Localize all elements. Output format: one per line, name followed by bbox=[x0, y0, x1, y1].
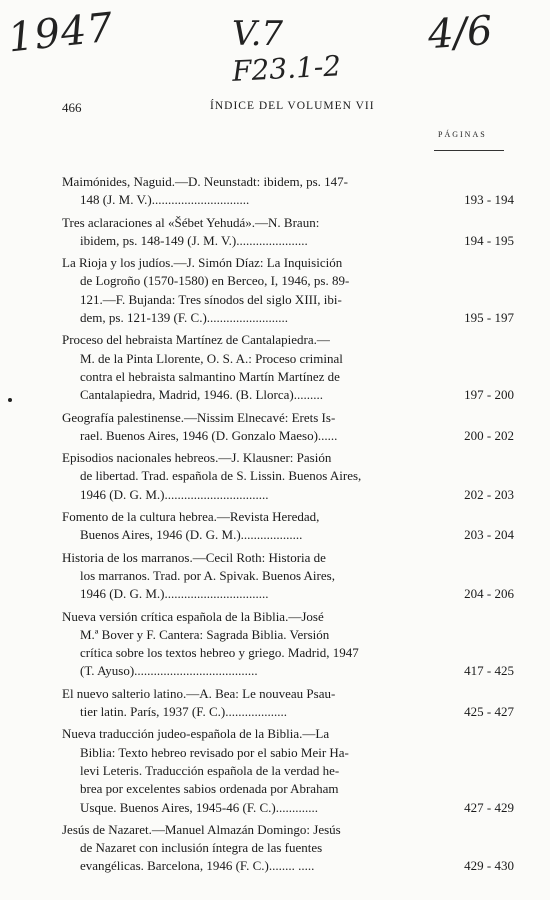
index-entry bbox=[62, 173, 514, 210]
entry-pages: 193 - 194 bbox=[464, 192, 514, 208]
entry-line: Buenos Aires, 1946 (D. G. M.)................... bbox=[80, 527, 303, 543]
entry-line: Fomento de la cultura hebrea.—Revista Heredad, bbox=[62, 509, 320, 525]
entry-line: Historia de los marranos.—Cecil Roth: Historia de bbox=[62, 549, 326, 565]
entry-line: dem, ps. 121-139 (F. C.)......................... bbox=[80, 310, 289, 326]
index-entry bbox=[62, 508, 514, 545]
entry-pages: 425 - 427 bbox=[464, 704, 514, 720]
entry-pages: 200 - 202 bbox=[464, 427, 514, 443]
running-title: ÍNDICE DEL VOLUMEN VII bbox=[210, 100, 375, 112]
index-entry bbox=[62, 608, 514, 681]
entry-line: de Nazaret con inclusión íntegra de las fuentes bbox=[80, 840, 323, 856]
entry-line: los marranos. Trad. por A. Spivak. Buenos Aires, bbox=[80, 567, 335, 583]
column-rule bbox=[434, 150, 504, 151]
entry-line: Cantalapiedra, Madrid, 1946. (B. Llorca)......... bbox=[80, 387, 323, 403]
handwritten-year: 1947 bbox=[5, 4, 116, 62]
entry-pages: 417 - 425 bbox=[464, 663, 514, 679]
entry-line: El nuevo salterio latino.—A. Bea: Le nouveau Psau- bbox=[62, 685, 336, 701]
entry-line: La Rioja y los judíos.—J. Simón Díaz: La Inquisición bbox=[62, 255, 343, 271]
entry-line: evangélicas. Barcelona, 1946 (F. C.)........ ..... bbox=[80, 858, 315, 874]
entry-line: Jesús de Nazaret.—Manuel Almazán Domingo: Jesús bbox=[62, 821, 341, 837]
entry-pages: 197 - 200 bbox=[464, 387, 514, 403]
index-entry bbox=[62, 685, 514, 722]
entry-pages: 202 - 203 bbox=[464, 486, 514, 502]
entry-line: Biblia: Texto hebreo revisado por el sabio Meir Ha- bbox=[80, 744, 349, 760]
entry-line: Usque. Buenos Aires, 1945-46 (F. C.)............. bbox=[80, 799, 319, 815]
entry-line: Geografía palestinense.—Nissim Elnecavé: Erets Is- bbox=[62, 409, 336, 425]
entry-pages: 195 - 197 bbox=[464, 310, 514, 326]
entry-line: de libertad. Trad. española de S. Lissin. Buenos Aires, bbox=[80, 468, 362, 484]
handwritten-volume: V.7 bbox=[232, 14, 284, 54]
entry-line: Maimónides, Naguid.—D. Neunstadt: ibidem, ps. 147- bbox=[62, 174, 348, 189]
entry-line: brea por excelentes sabios ordenada por Abraham bbox=[80, 781, 339, 797]
entry-line: Proceso del hebraista Martínez de Cantalapiedra.— bbox=[62, 332, 330, 348]
entry-line: 1946 (D. G. M.)................................ bbox=[80, 486, 269, 502]
entry-pages: 204 - 206 bbox=[464, 586, 514, 602]
entry-line: rael. Buenos Aires, 1946 (D. Gonzalo Maeso)...... bbox=[80, 427, 338, 443]
entry-line: contra el hebraista salmantino Martín Martínez de bbox=[80, 368, 340, 384]
index-entry bbox=[62, 449, 514, 504]
entry-line: Nueva traducción judeo-española de la Biblia.—La bbox=[62, 726, 330, 742]
entry-line: Episodios nacionales hebreos.—J. Klausner: Pasión bbox=[62, 450, 332, 466]
handwritten-signature: F23.1-2 bbox=[231, 49, 342, 88]
page-number: 466 bbox=[62, 100, 82, 115]
entry-line: ibidem, ps. 148-149 (J. M. V.)...................... bbox=[80, 232, 308, 248]
index-entries bbox=[62, 173, 514, 880]
entry-line: Tres aclaraciones al «Šébet Yehudá».—N. Braun: bbox=[62, 214, 320, 230]
entry-line: Nueva versión crítica española de la Biblia.—José bbox=[62, 608, 324, 624]
entry-pages: 429 - 430 bbox=[464, 858, 514, 874]
index-entry bbox=[62, 725, 514, 816]
index-entry bbox=[62, 254, 514, 327]
index-entry bbox=[62, 549, 514, 604]
entry-line: M. de la Pinta Llorente, O. S. A.: Proceso criminal bbox=[80, 350, 343, 366]
entry-pages: 203 - 204 bbox=[464, 527, 514, 543]
entry-pages: 194 - 195 bbox=[464, 232, 514, 248]
entry-line: de Logroño (1570-1580) en Berceo, I, 1946, ps. 89- bbox=[80, 273, 350, 289]
handwritten-fraction: 4/6 bbox=[426, 7, 494, 59]
entry-line: levi Leteris. Traducción española de la verdad he- bbox=[80, 762, 340, 778]
entry-line: tier latin. París, 1937 (F. C.)................... bbox=[80, 704, 287, 720]
margin-dot bbox=[8, 398, 12, 402]
entry-line: 1946 (D. G. M.)................................ bbox=[80, 586, 269, 602]
entry-line: (T. Ayuso)...................................... bbox=[80, 663, 258, 679]
entry-pages: 427 - 429 bbox=[464, 799, 514, 815]
entry-line: 121.—F. Bujanda: Tres sínodos del siglo XIII, ibi- bbox=[80, 291, 342, 307]
entry-line: crítica sobre los textos hebreo y griego. Madrid, 1947 bbox=[80, 645, 359, 661]
index-entry bbox=[62, 214, 514, 251]
entry-line: M.ª Bover y F. Cantera: Sagrada Biblia. Versión bbox=[80, 626, 330, 642]
index-entry bbox=[62, 409, 514, 446]
index-entry bbox=[62, 821, 514, 876]
index-entry bbox=[62, 331, 514, 404]
entry-line: 148 (J. M. V.).............................. bbox=[80, 192, 250, 208]
pages-column-label: PÁGINAS bbox=[438, 130, 487, 139]
